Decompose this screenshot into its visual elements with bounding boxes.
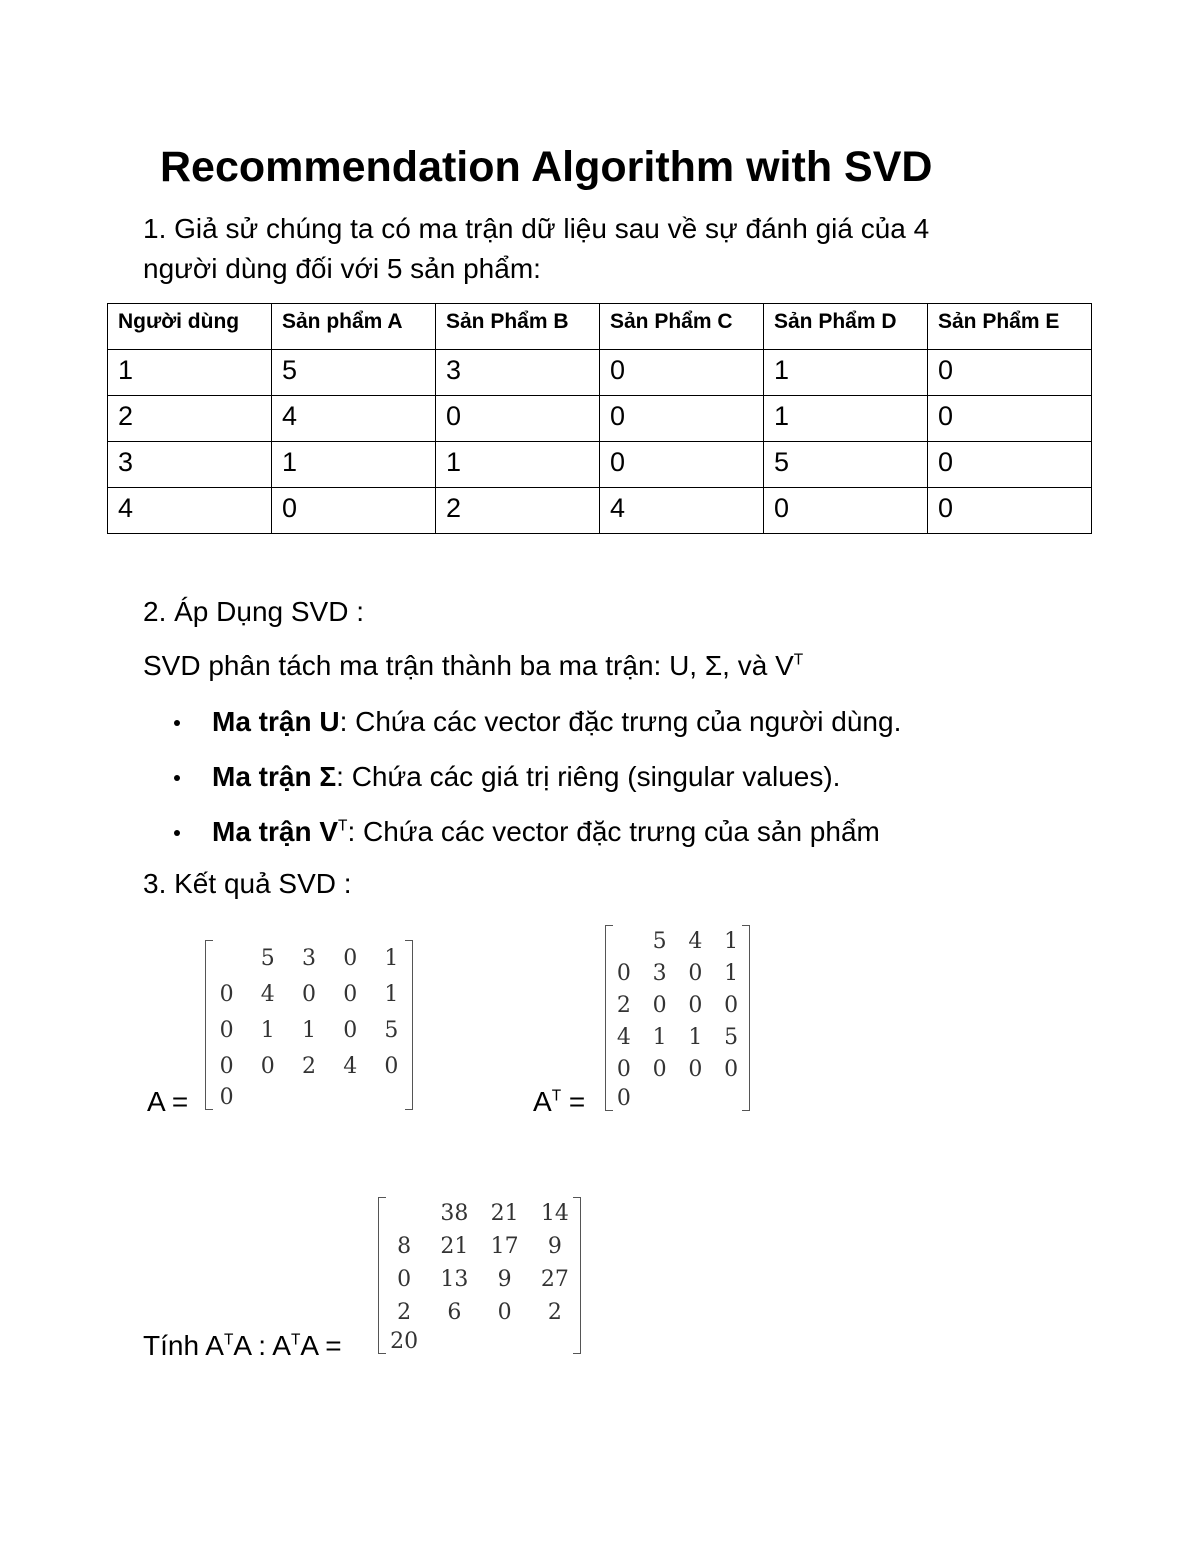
- matrix-cell: 1: [688, 1025, 703, 1051]
- table-header-cell: Sản Phẩm E: [928, 304, 1092, 350]
- table-cell: 0: [928, 442, 1092, 488]
- table-row: [108, 442, 1092, 488]
- svd-bullet-item: [170, 757, 901, 812]
- table-header-cell: Sản Phẩm D: [764, 304, 928, 350]
- matrix-at-label-eq: =: [561, 1086, 586, 1117]
- table-cell: 0: [600, 350, 764, 396]
- table-cell: 5: [272, 350, 436, 396]
- bullet-bold-label: Ma trận U: [212, 706, 340, 737]
- svd-bullet-list: [170, 702, 901, 867]
- matrix-cell: 1: [301, 1018, 316, 1044]
- ratings-table: [107, 303, 1092, 534]
- section2-intro-sup: T: [793, 651, 804, 669]
- ata-label: [143, 1330, 342, 1362]
- table-cell: 0: [928, 396, 1092, 442]
- matrix-cell: 0: [616, 1086, 631, 1111]
- ata-label-sup2: T: [290, 1331, 301, 1349]
- matrix-cell: 4: [343, 1054, 358, 1080]
- matrix-cell: 0: [343, 981, 358, 1007]
- matrix-cell: 0: [652, 1057, 667, 1083]
- matrix-cell: 14: [540, 1201, 569, 1226]
- matrix-cell: 0: [343, 1018, 358, 1044]
- matrix-cell: 20: [390, 1329, 419, 1354]
- matrix-cell: 0: [260, 1054, 275, 1080]
- ata-label-part2: A : A: [233, 1330, 291, 1361]
- matrix-cell: 0: [219, 1054, 234, 1080]
- matrix-cell: 0: [724, 1057, 739, 1083]
- matrix-cell: 27: [540, 1267, 569, 1292]
- matrix-cell: 3: [301, 945, 316, 971]
- matrix-cell: 0: [343, 945, 358, 971]
- table-cell: 0: [600, 396, 764, 442]
- table-row: [108, 350, 1092, 396]
- matrix-cell: 1: [724, 960, 739, 986]
- matrix-cell: 1: [260, 1018, 275, 1044]
- matrix-cell: 2: [397, 1300, 412, 1325]
- matrix-cell: 4: [260, 981, 275, 1007]
- table-cell: 1: [764, 350, 928, 396]
- bullet-text: : Chứa các vector đặc trưng của sản phẩm: [347, 816, 880, 847]
- table-cell: 3: [436, 350, 600, 396]
- ata-label-part3: A =: [300, 1330, 342, 1361]
- matrix-at-label-sup: T: [551, 1087, 562, 1105]
- bullet-sup: T: [338, 817, 348, 835]
- matrix-cell: 1: [384, 945, 399, 971]
- bullet-text: : Chứa các vector đặc trưng của người dùng.: [339, 706, 902, 737]
- table-cell: 0: [928, 488, 1092, 534]
- matrix-cell: 0: [384, 1054, 399, 1080]
- matrix-cell: 38: [440, 1201, 469, 1226]
- matrix-cell: 0: [724, 992, 739, 1018]
- table-header-cell: Người dùng: [108, 304, 272, 350]
- section1-line1: 1. Giả sử chúng ta có ma trận dữ liệu sau về sự đánh giá của 4: [143, 213, 930, 244]
- table-header-cell: Sản phẩm A: [272, 304, 436, 350]
- matrix-cell: 5: [652, 928, 667, 954]
- matrix-a-label: A =: [147, 1086, 189, 1117]
- matrix-cell: 5: [260, 945, 275, 971]
- page-title: Recommendation Algorithm with SVD: [160, 143, 933, 191]
- matrix-cell: 0: [616, 1057, 631, 1083]
- matrix-cell: 0: [219, 1085, 234, 1110]
- matrix-cell: 4: [688, 928, 703, 954]
- matrix-a: [205, 940, 413, 1110]
- matrix-cell: 0: [652, 992, 667, 1018]
- table-cell: 2: [436, 488, 600, 534]
- bullet-bold-label: Ma trận V: [212, 816, 339, 847]
- svd-bullet-item: [170, 702, 901, 757]
- matrix-cell: 0: [688, 992, 703, 1018]
- table-cell: 3: [108, 442, 272, 488]
- matrix-cell: 1: [724, 928, 739, 954]
- table-header-cell: Sản Phẩm C: [600, 304, 764, 350]
- matrix-at: [605, 925, 750, 1111]
- matrix-cell: 9: [497, 1267, 512, 1292]
- matrix-cell: 6: [447, 1300, 462, 1325]
- ata-label-sup1: T: [223, 1331, 234, 1349]
- table-cell: 0: [764, 488, 928, 534]
- matrix-cell: 13: [440, 1267, 469, 1292]
- matrix-cell: 5: [724, 1025, 739, 1051]
- section2-intro: [143, 650, 803, 682]
- matrix-cell: 0: [497, 1300, 512, 1325]
- matrix-at-label: [533, 1086, 585, 1118]
- svd-bullet-item: [170, 812, 901, 867]
- matrix-cell: 2: [301, 1054, 316, 1080]
- table-cell: 2: [108, 396, 272, 442]
- matrix-cell: 9: [547, 1234, 562, 1259]
- matrix-cell: 0: [219, 981, 234, 1007]
- table-cell: 0: [600, 442, 764, 488]
- matrix-at-label-base: A: [533, 1086, 552, 1117]
- table-cell: 5: [764, 442, 928, 488]
- table-cell: 4: [600, 488, 764, 534]
- matrix-cell: 1: [384, 981, 399, 1007]
- matrix-cell: 0: [397, 1267, 412, 1292]
- table-cell: 1: [108, 350, 272, 396]
- ata-label-part1: Tính A: [143, 1330, 224, 1361]
- section1-line2: người dùng đối với 5 sản phẩm:: [143, 253, 541, 284]
- matrix-cell: 0: [219, 1018, 234, 1044]
- matrix-cell: 5: [384, 1018, 399, 1044]
- table-header-row: [108, 304, 1092, 350]
- bullet-bold-label: Ma trận Σ: [212, 761, 337, 792]
- table-cell: 4: [272, 396, 436, 442]
- matrix-cell: 1: [652, 1025, 667, 1051]
- table-cell: 0: [272, 488, 436, 534]
- table-cell: 0: [436, 396, 600, 442]
- section2-intro-text: SVD phân tách ma trận thành ba ma trận: U, Σ, và V: [143, 650, 794, 681]
- matrix-cell: 0: [688, 1057, 703, 1083]
- matrix-cell: 0: [688, 960, 703, 986]
- section3-heading: 3. Kết quả SVD :: [143, 868, 352, 899]
- table-row: [108, 488, 1092, 534]
- matrix-cell: 2: [616, 992, 631, 1018]
- matrix-cell: 4: [616, 1025, 631, 1051]
- table-cell: 1: [436, 442, 600, 488]
- table-cell: 4: [108, 488, 272, 534]
- bullet-text: : Chứa các giá trị riêng (singular values).: [336, 761, 841, 792]
- matrix-cell: 8: [397, 1234, 412, 1259]
- matrix-cell: 3: [652, 960, 667, 986]
- matrix-cell: 2: [547, 1300, 562, 1325]
- table-cell: 1: [764, 396, 928, 442]
- table-cell: 0: [928, 350, 1092, 396]
- matrix-cell: 0: [616, 960, 631, 986]
- section2-heading: 2. Áp Dụng SVD :: [143, 596, 365, 627]
- matrix-cell: 17: [490, 1234, 519, 1259]
- table-row: [108, 396, 1092, 442]
- matrix-ata: [378, 1197, 581, 1354]
- table-header-cell: Sản Phẩm B: [436, 304, 600, 350]
- matrix-cell: 0: [301, 981, 316, 1007]
- matrix-cell: 21: [440, 1234, 469, 1259]
- matrix-cell: 21: [490, 1201, 519, 1226]
- table-cell: 1: [272, 442, 436, 488]
